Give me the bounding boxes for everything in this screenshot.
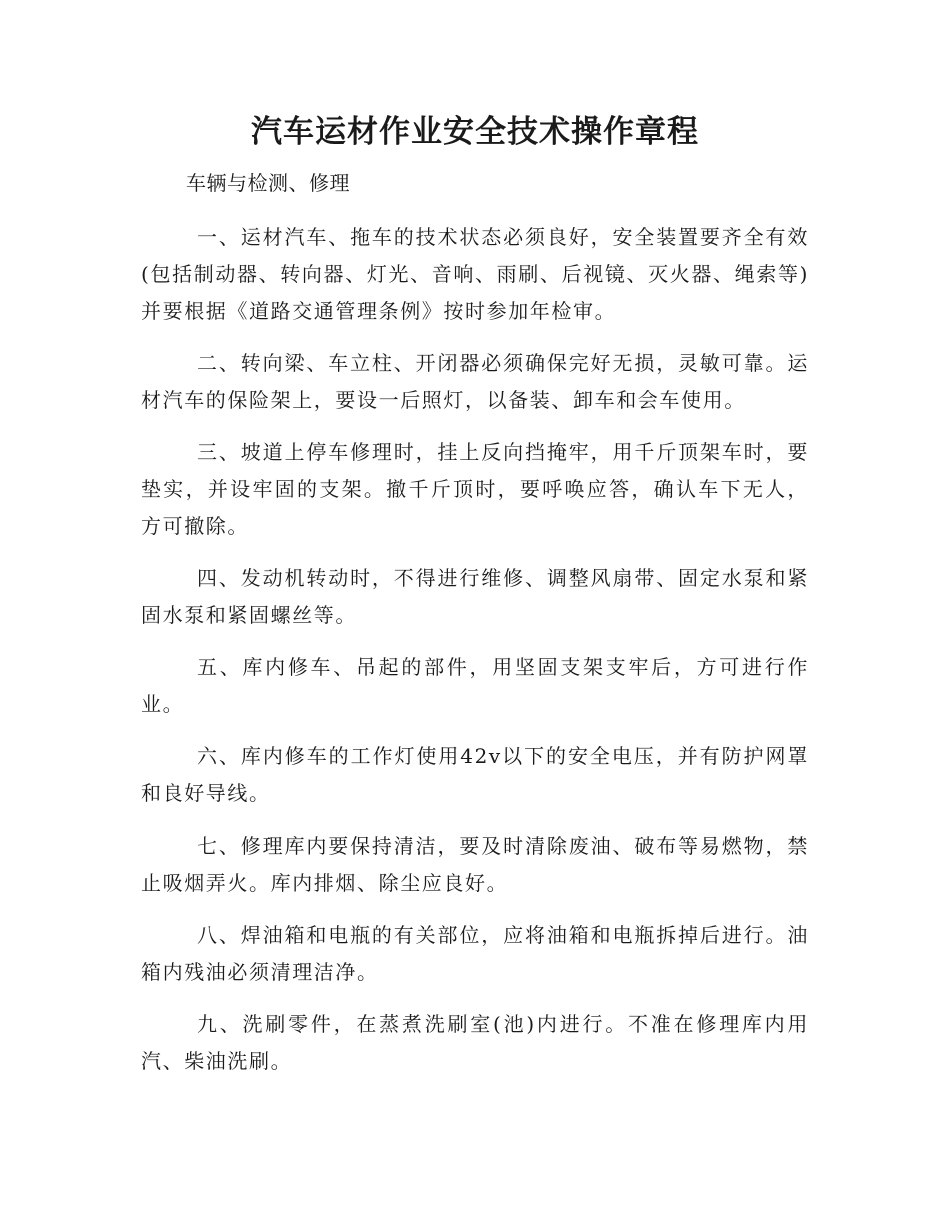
paragraph-1: 一、运材汽车、拖车的技术状态必须良好，安全装置要齐全有效(包括制动器、转向器、灯光、音响、雨刷、后视镜、灭火器、绳索等)并要根据《道路交通管理条例》按时参加年检审。 xyxy=(141,225,809,323)
paragraph-4: 四、发动机转动时，不得进行维修、调整风扇带、固定水泵和紧固水泵和紧固螺丝等。 xyxy=(141,566,809,627)
paragraph-6: 六、库内修车的工作灯使用42v以下的安全电压，并有防护网罩和良好导线。 xyxy=(141,744,809,805)
paragraph-2: 二、转向梁、车立柱、开闭器必须确保完好无损，灵敏可靠。运材汽车的保险架上，要设一后照灯，以备装、卸车和会车使用。 xyxy=(141,351,809,412)
paragraph-5: 五、库内修车、吊起的部件，用坚固支架支牢后，方可进行作业。 xyxy=(141,655,809,716)
paragraph-9: 九、洗刷零件，在蒸煮洗刷室(池)内进行。不准在修理库内用汽、柴油洗刷。 xyxy=(141,1012,809,1073)
paragraph-3: 三、坡道上停车修理时，挂上反向挡掩牢，用千斤顶架车时，要垫实，并设牢固的支架。撤千斤顶时，要呼唤应答，确认车下无人，方可撤除。 xyxy=(141,440,809,538)
paragraph-8: 八、焊油箱和电瓶的有关部位，应将油箱和电瓶拆掉后进行。油箱内残油必须清理洁净。 xyxy=(141,923,809,984)
section-subtitle: 车辆与检测、修理 xyxy=(186,171,350,195)
paragraph-7: 七、修理库内要保持清洁，要及时清除废油、破布等易燃物，禁止吸烟弄火。库内排烟、除尘应良好。 xyxy=(141,834,809,895)
document-title: 汽车运材作业安全技术操作章程 xyxy=(251,114,699,150)
